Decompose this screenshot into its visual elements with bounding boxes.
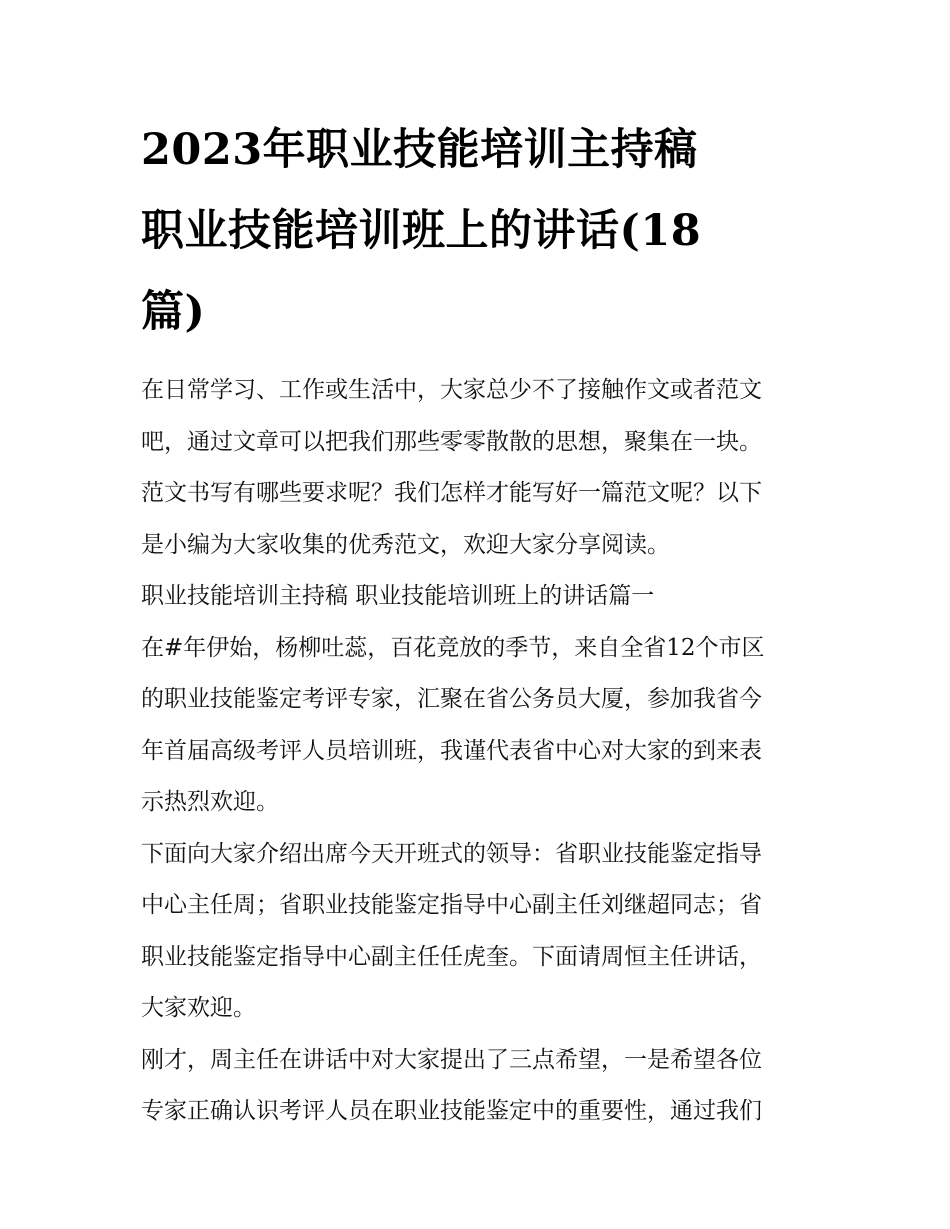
section-heading (141, 571, 821, 623)
text-line: 在日常学习、工作或生活中，大家总少不了接触作文或者范文 (141, 377, 762, 403)
text-line: 职业技能培训主持稿 职业技能培训班上的讲话篇一 (141, 583, 655, 609)
text-line: 中心主任周；省职业技能鉴定指导中心副主任刘继超同志；省 (141, 892, 762, 918)
text-line: 大家欢迎。 (141, 995, 256, 1021)
document-page (141, 110, 821, 1138)
text-line: 在#年伊始，杨柳吐蕊，百花竞放的季节，来自全省12个市区 (141, 634, 765, 661)
text-line: 吧，通过文章可以把我们那些零零散散的思想，聚集在一块。 (141, 428, 762, 455)
title-line: 2023年职业技能培训主持稿 (141, 125, 698, 175)
opening-paragraph (141, 623, 821, 829)
text-line: 的职业技能鉴定考评专家，汇聚在省公务员大厦，参加我省今 (141, 686, 762, 712)
text-line: 刚才，周主任在讲话中对大家提出了三点希望，一是希望各位 (141, 1046, 762, 1073)
text-line: 专家正确认识考评人员在职业技能鉴定中的重要性，通过我们 (141, 1098, 762, 1124)
text-line: 示热烈欢迎。 (141, 789, 279, 815)
text-line: 下面向大家介绍出席今天开班式的领导：省职业技能鉴定指导 (141, 840, 762, 867)
document-body (141, 365, 821, 1138)
text-line: 范文书写有哪些要求呢？我们怎样才能写好一篇范文呢？以下 (141, 480, 762, 506)
text-line: 年首届高级考评人员培训班，我谨代表省中心对大家的到来表 (141, 737, 762, 764)
text-line: 职业技能鉴定指导中心副主任任虎奎。下面请周恒主任讲话， (141, 943, 762, 970)
document-title (141, 110, 821, 353)
introduction-paragraph (141, 829, 821, 1035)
title-line: 篇) (141, 287, 206, 337)
summary-paragraph (141, 1035, 821, 1138)
intro-paragraph (141, 365, 821, 571)
text-line: 是小编为大家收集的优秀范文，欢迎大家分享阅读。 (141, 531, 670, 558)
title-line: 职业技能培训班上的讲话(18 (141, 206, 702, 256)
